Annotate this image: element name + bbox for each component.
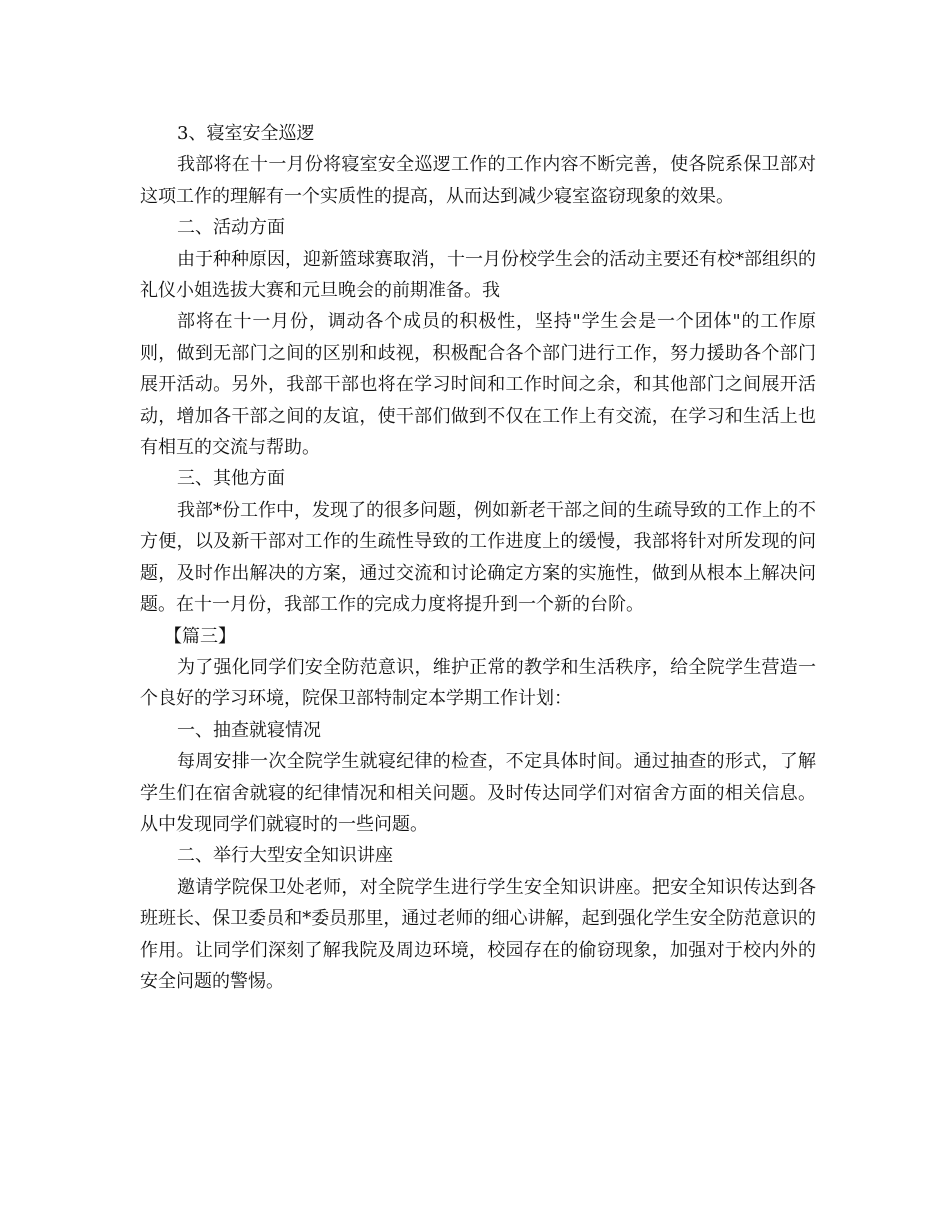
paragraph-dorm-patrol: 我部将在十一月份将寝室安全巡逻工作的工作内容不断完善，使各院系保卫部对这项工作的理解有一个实质性的提高，从而达到减少寝室盗窃现象的效果。	[140, 154, 816, 207]
paragraph-safety-lecture: 邀请学院保卫处老师，对全院学生进行学生安全知识讲座。把安全知识传达到各班班长、保卫委员和*委员那里，通过老师的细心讲解，起到强化学生安全防范意识的作用。让同学们深刻了解我院及周边环境，校园存在的偷窃现象，加强对于校内外的安全问题的警惕。	[140, 876, 816, 992]
heading-dorm-inspection: 一、抽查就寝情况	[177, 719, 321, 741]
document-body	[140, 118, 816, 997]
paragraph-other: 我部*份工作中，发现了的很多问题，例如新老干部之间的生疏导致的工作上的不方便，以及新干部对工作的生疏性导致的工作进度上的缓慢，我部将针对所发现的问题，及时作出解决的方案，通过交流和讨论确定方案的实施性，做到从根本上解决问题。在十一月份，我部工作的完成力度将提升到一个新的台阶。	[140, 499, 816, 616]
paragraph-activities-intro: 由于种种原因，迎新篮球赛取消，十一月份校学生会的活动主要还有校*部组织的礼仪小姐选拔大赛和元旦晚会的前期准备。我	[140, 248, 816, 302]
heading-other: 三、其他方面	[177, 468, 285, 490]
paragraph-plan-intro: 为了强化同学们安全防范意识，维护正常的教学和生活秩序，给全院学生营造一个良好的学习环境，院保卫部特制定本学期工作计划：	[140, 656, 816, 710]
paragraph-dorm-inspection: 每周安排一次全院学生就寝纪律的检查，不定具体时间。通过抽查的形式，了解学生们在宿舍就寝的纪律情况和相关问题。及时传达同学们对宿舍方面的相关信息。从中发现同学们就寝时的一些问题。	[140, 751, 816, 835]
heading-safety-lecture: 二、举行大型安全知识讲座	[177, 845, 393, 867]
subheading-dorm-patrol: 3、寝室安全巡逻	[177, 123, 315, 144]
heading-activities: 二、活动方面	[177, 217, 285, 239]
section-title-part-three: 【篇三】	[164, 625, 236, 647]
paragraph-activities-detail: 部将在十一月份，调动各个成员的积极性，坚持"学生会是一个团体"的工作原则，做到无部门之间的区别和歧视，积极配合各个部门进行工作，努力援助各个部门展开活动。另外，我部干部也将在学习时间和工作时间之余，和其他部门之间展开活动，增加各干部之间的友谊，使干部们做到不仅在工作上有交流，在学习和生活上也有相互的交流与帮助。	[140, 311, 816, 459]
